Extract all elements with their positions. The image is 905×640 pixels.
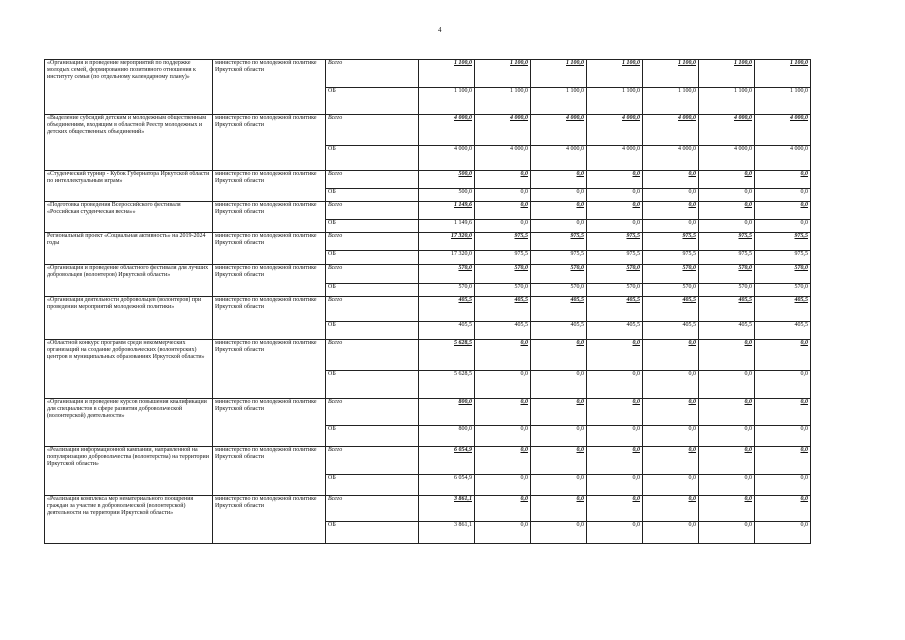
ob-value-cell: 0,0 (699, 220, 755, 233)
responsible-cell: министерство по молодежной политике Иркутской области (213, 60, 326, 115)
ob-value-cell: 1 100,0 (755, 88, 811, 115)
event-name-cell: «Выделение субсидий детским и молодежным общественным объединениям, входящим в областной Реестр молодежных и детских общественных объединений» (45, 115, 213, 171)
ob-value-cell: 0,0 (755, 220, 811, 233)
ob-value-cell: 0,0 (699, 522, 755, 544)
total-value-cell: 4 000,0 (475, 115, 531, 146)
ob-value-cell: 3 861,1 (419, 522, 475, 544)
ob-value-cell: 0,0 (755, 522, 811, 544)
total-value-cell: 405,5 (755, 297, 811, 322)
ob-value-cell: 405,5 (643, 322, 699, 340)
total-value-cell: 0,0 (531, 496, 587, 522)
ob-value-cell: 975,5 (755, 251, 811, 265)
event-name-cell: «Реализация комплекса мер нематериального поощрения граждан за участие в добровольческой (волонтерской) деятельности на территории Иркутской области» (45, 496, 213, 544)
total-value-cell: 0,0 (587, 171, 643, 189)
ob-value-cell: 0,0 (755, 189, 811, 202)
source-ob-label: ОБ (326, 220, 419, 233)
ob-value-cell: 570,0 (699, 284, 755, 297)
ob-value-cell: 800,0 (419, 426, 475, 447)
source-total-label: Всего (326, 265, 419, 284)
total-value-cell: 405,5 (699, 297, 755, 322)
ob-value-cell: 570,0 (587, 284, 643, 297)
total-value-cell: 0,0 (643, 340, 699, 371)
source-ob-label: ОБ (326, 146, 419, 171)
ob-value-cell: 0,0 (699, 426, 755, 447)
source-total-label: Всего (326, 202, 419, 220)
source-total-label: Всего (326, 399, 419, 426)
ob-value-cell: 0,0 (587, 371, 643, 399)
total-value-cell: 570,0 (419, 265, 475, 284)
ob-value-cell: 975,5 (587, 251, 643, 265)
ob-value-cell: 4 000,0 (475, 146, 531, 171)
ob-value-cell: 5 628,5 (419, 371, 475, 399)
source-ob-label: ОБ (326, 475, 419, 496)
ob-value-cell: 405,5 (531, 322, 587, 340)
total-value-cell: 0,0 (475, 202, 531, 220)
total-value-cell: 0,0 (755, 171, 811, 189)
total-value-cell: 0,0 (587, 399, 643, 426)
ob-value-cell: 4 000,0 (699, 146, 755, 171)
total-value-cell: 1 100,0 (531, 60, 587, 88)
ob-value-cell: 1 149,6 (419, 220, 475, 233)
total-value-cell: 800,0 (419, 399, 475, 426)
total-value-cell: 0,0 (699, 202, 755, 220)
ob-value-cell: 0,0 (643, 371, 699, 399)
ob-value-cell: 4 000,0 (419, 146, 475, 171)
total-value-cell: 0,0 (755, 447, 811, 475)
source-total-label: Всего (326, 340, 419, 371)
source-ob-label: ОБ (326, 88, 419, 115)
total-value-cell: 1 100,0 (755, 60, 811, 88)
event-name-cell: «Подготовка проведения Всероссийского фестиваля «Российская студенческая весна»» (45, 202, 213, 233)
event-name-cell: «Организация и проведение курсов повышения квалификации для специалистов в сфере развития добровольческой (волонтерской) деятельности» (45, 399, 213, 447)
event-name-cell: «Реализация информационной кампании, направленной на популяризацию добровольчества (волонтерства) на территории Иркутской области» (45, 447, 213, 496)
ob-value-cell: 0,0 (587, 475, 643, 496)
total-value-cell: 0,0 (475, 496, 531, 522)
total-value-cell: 0,0 (531, 447, 587, 475)
total-value-cell: 1 100,0 (419, 60, 475, 88)
source-total-label: Всего (326, 171, 419, 189)
total-value-cell: 4 000,0 (587, 115, 643, 146)
source-total-label: Всего (326, 233, 419, 251)
event-name-cell: «Организация и проведение областного фестиваля для лучших добровольцев (волонтеров) Иркутской области» (45, 265, 213, 297)
total-value-cell: 570,0 (699, 265, 755, 284)
table-row-total (45, 233, 811, 251)
total-value-cell: 0,0 (699, 399, 755, 426)
ob-value-cell: 0,0 (755, 371, 811, 399)
table-row-total (45, 265, 811, 284)
responsible-cell: министерство по молодежной политике Иркутской области (213, 340, 326, 399)
ob-value-cell: 0,0 (699, 371, 755, 399)
ob-value-cell: 0,0 (587, 220, 643, 233)
total-value-cell: 4 000,0 (699, 115, 755, 146)
ob-value-cell: 405,5 (587, 322, 643, 340)
source-total-label: Всего (326, 60, 419, 88)
ob-value-cell: 1 100,0 (643, 88, 699, 115)
ob-value-cell: 0,0 (755, 426, 811, 447)
ob-value-cell: 0,0 (475, 220, 531, 233)
ob-value-cell: 0,0 (643, 220, 699, 233)
ob-value-cell: 0,0 (643, 426, 699, 447)
total-value-cell: 405,5 (475, 297, 531, 322)
ob-value-cell: 0,0 (475, 189, 531, 202)
total-value-cell: 975,5 (755, 233, 811, 251)
source-ob-label: ОБ (326, 189, 419, 202)
ob-value-cell: 4 000,0 (587, 146, 643, 171)
total-value-cell: 405,5 (587, 297, 643, 322)
ob-value-cell: 975,5 (699, 251, 755, 265)
total-value-cell: 0,0 (643, 171, 699, 189)
ob-value-cell: 570,0 (643, 284, 699, 297)
total-value-cell: 975,5 (531, 233, 587, 251)
total-value-cell: 0,0 (587, 202, 643, 220)
ob-value-cell: 0,0 (587, 189, 643, 202)
responsible-cell: министерство по молодежной политике Иркутской области (213, 202, 326, 233)
source-total-label: Всего (326, 496, 419, 522)
responsible-cell: министерство по молодежной политике Иркутской области (213, 297, 326, 340)
total-value-cell: 6 054,9 (419, 447, 475, 475)
total-value-cell: 570,0 (587, 265, 643, 284)
total-value-cell: 3 861,1 (419, 496, 475, 522)
total-value-cell: 5 628,5 (419, 340, 475, 371)
total-value-cell: 0,0 (643, 202, 699, 220)
event-name-cell: «Организация и проведение мероприятий по поддержке молодых семей, формированию позитивного отношения к институту семьи (по отдельному календарному плану)» (45, 60, 213, 115)
ob-value-cell: 4 000,0 (531, 146, 587, 171)
total-value-cell: 0,0 (699, 496, 755, 522)
ob-value-cell: 0,0 (643, 522, 699, 544)
budget-table (44, 59, 811, 544)
total-value-cell: 0,0 (475, 399, 531, 426)
total-value-cell: 0,0 (755, 496, 811, 522)
ob-value-cell: 570,0 (419, 284, 475, 297)
table-row-total (45, 399, 811, 426)
ob-value-cell: 0,0 (531, 371, 587, 399)
total-value-cell: 1 100,0 (643, 60, 699, 88)
total-value-cell: 0,0 (587, 447, 643, 475)
ob-value-cell: 500,0 (419, 189, 475, 202)
total-value-cell: 0,0 (531, 202, 587, 220)
total-value-cell: 500,0 (419, 171, 475, 189)
table-row-total (45, 115, 811, 146)
source-ob-label: ОБ (326, 371, 419, 399)
total-value-cell: 0,0 (755, 340, 811, 371)
total-value-cell: 0,0 (755, 399, 811, 426)
total-value-cell: 0,0 (475, 171, 531, 189)
total-value-cell: 975,5 (475, 233, 531, 251)
ob-value-cell: 0,0 (531, 426, 587, 447)
total-value-cell: 570,0 (475, 265, 531, 284)
total-value-cell: 570,0 (531, 265, 587, 284)
total-value-cell: 405,5 (643, 297, 699, 322)
page-number: 4 (438, 26, 442, 34)
event-name-cell: «Организация деятельности добровольцев (волонтеров) при проведении мероприятий молодежной политики» (45, 297, 213, 340)
total-value-cell: 0,0 (587, 340, 643, 371)
ob-value-cell: 0,0 (475, 522, 531, 544)
source-ob-label: ОБ (326, 426, 419, 447)
ob-value-cell: 0,0 (699, 189, 755, 202)
responsible-cell: министерство по молодежной политике Иркутской области (213, 265, 326, 297)
ob-value-cell: 0,0 (531, 522, 587, 544)
total-value-cell: 4 000,0 (643, 115, 699, 146)
total-value-cell: 0,0 (699, 447, 755, 475)
ob-value-cell: 0,0 (531, 220, 587, 233)
total-value-cell: 0,0 (643, 496, 699, 522)
total-value-cell: 1 149,6 (419, 202, 475, 220)
total-value-cell: 570,0 (643, 265, 699, 284)
total-value-cell: 17 320,0 (419, 233, 475, 251)
total-value-cell: 0,0 (755, 202, 811, 220)
ob-value-cell: 0,0 (531, 475, 587, 496)
total-value-cell: 0,0 (699, 171, 755, 189)
total-value-cell: 0,0 (643, 447, 699, 475)
source-ob-label: ОБ (326, 522, 419, 544)
ob-value-cell: 17 320,0 (419, 251, 475, 265)
ob-value-cell: 405,5 (419, 322, 475, 340)
total-value-cell: 570,0 (755, 265, 811, 284)
total-value-cell: 975,5 (587, 233, 643, 251)
table-row-total (45, 496, 811, 522)
responsible-cell: министерство по молодежной политике Иркутской области (213, 233, 326, 265)
source-total-label: Всего (326, 115, 419, 146)
table-row-total (45, 447, 811, 475)
source-ob-label: ОБ (326, 284, 419, 297)
total-value-cell: 1 100,0 (475, 60, 531, 88)
ob-value-cell: 0,0 (475, 371, 531, 399)
ob-value-cell: 0,0 (755, 475, 811, 496)
table-row-total (45, 202, 811, 220)
table-row-total (45, 340, 811, 371)
ob-value-cell: 0,0 (587, 522, 643, 544)
total-value-cell: 975,5 (699, 233, 755, 251)
ob-value-cell: 405,5 (755, 322, 811, 340)
ob-value-cell: 0,0 (643, 475, 699, 496)
total-value-cell: 4 000,0 (531, 115, 587, 146)
ob-value-cell: 1 100,0 (587, 88, 643, 115)
total-value-cell: 405,5 (419, 297, 475, 322)
responsible-cell: министерство по молодежной политике Иркутской области (213, 171, 326, 202)
total-value-cell: 0,0 (699, 340, 755, 371)
event-name-cell: «Областной конкурс программ среди некоммерческих организаций на создание добровольческих (волонтерских) центров в муниципальных образованиях Иркутской области» (45, 340, 213, 399)
total-value-cell: 0,0 (587, 496, 643, 522)
total-value-cell: 975,5 (643, 233, 699, 251)
table-row-total (45, 60, 811, 88)
ob-value-cell: 0,0 (475, 475, 531, 496)
total-value-cell: 1 100,0 (587, 60, 643, 88)
responsible-cell: министерство по молодежной политике Иркутской области (213, 496, 326, 544)
table-row-total (45, 171, 811, 189)
total-value-cell: 0,0 (531, 399, 587, 426)
ob-value-cell: 975,5 (643, 251, 699, 265)
ob-value-cell: 4 000,0 (755, 146, 811, 171)
ob-value-cell: 570,0 (531, 284, 587, 297)
total-value-cell: 0,0 (531, 340, 587, 371)
total-value-cell: 0,0 (643, 399, 699, 426)
total-value-cell: 0,0 (531, 171, 587, 189)
source-ob-label: ОБ (326, 322, 419, 340)
ob-value-cell: 0,0 (587, 426, 643, 447)
total-value-cell: 0,0 (475, 447, 531, 475)
source-total-label: Всего (326, 297, 419, 322)
total-value-cell: 4 000,0 (755, 115, 811, 146)
ob-value-cell: 0,0 (643, 189, 699, 202)
total-value-cell: 405,5 (531, 297, 587, 322)
ob-value-cell: 4 000,0 (643, 146, 699, 171)
ob-value-cell: 405,5 (699, 322, 755, 340)
ob-value-cell: 1 100,0 (699, 88, 755, 115)
ob-value-cell: 6 054,9 (419, 475, 475, 496)
ob-value-cell: 975,5 (531, 251, 587, 265)
ob-value-cell: 1 100,0 (531, 88, 587, 115)
ob-value-cell: 570,0 (475, 284, 531, 297)
ob-value-cell: 975,5 (475, 251, 531, 265)
ob-value-cell: 0,0 (475, 426, 531, 447)
source-total-label: Всего (326, 447, 419, 475)
ob-value-cell: 570,0 (755, 284, 811, 297)
responsible-cell: министерство по молодежной политике Иркутской области (213, 115, 326, 171)
ob-value-cell: 0,0 (699, 475, 755, 496)
ob-value-cell: 1 100,0 (475, 88, 531, 115)
total-value-cell: 1 100,0 (699, 60, 755, 88)
ob-value-cell: 405,5 (475, 322, 531, 340)
source-ob-label: ОБ (326, 251, 419, 265)
event-name-cell: «Студенческий турнир - Кубок Губернатора Иркутской области по интеллектуальным играм» (45, 171, 213, 202)
total-value-cell: 0,0 (475, 340, 531, 371)
event-name-cell: Региональный проект «Социальная активность» на 2019-2024 годы (45, 233, 213, 265)
responsible-cell: министерство по молодежной политике Иркутской области (213, 447, 326, 496)
table-row-total (45, 297, 811, 322)
ob-value-cell: 0,0 (531, 189, 587, 202)
ob-value-cell: 1 100,0 (419, 88, 475, 115)
responsible-cell: министерство по молодежной политике Иркутской области (213, 399, 326, 447)
total-value-cell: 4 000,0 (419, 115, 475, 146)
